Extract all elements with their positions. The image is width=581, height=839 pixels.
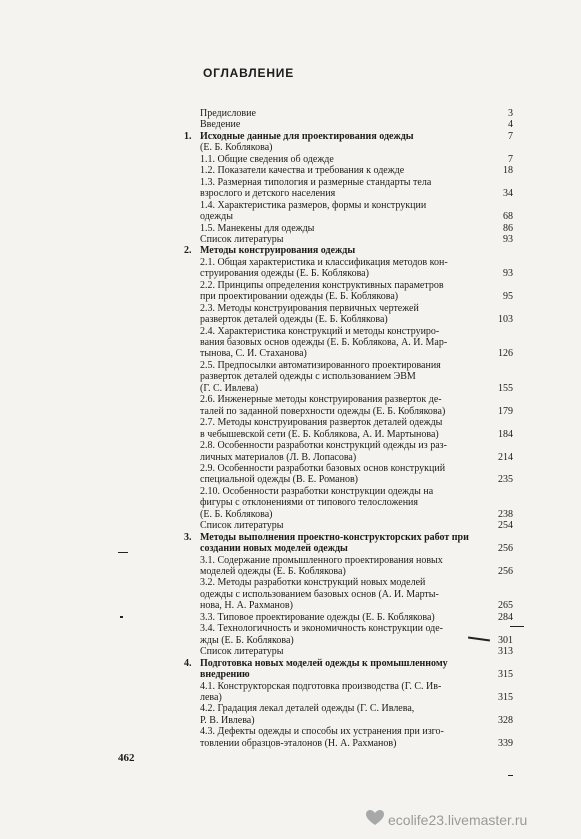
- toc-page-number: 93: [503, 268, 513, 280]
- toc-row: [0, 245, 581, 257]
- toc-entry-text: Р. В. Ивлева): [200, 714, 255, 726]
- toc-row: [0, 371, 581, 383]
- chapter-number: 4.: [184, 657, 192, 669]
- toc-page-number: 4: [508, 119, 513, 131]
- toc-row: [0, 681, 581, 693]
- toc-entry-text: 2.3. Методы конструирования первичных чертежей: [200, 302, 419, 314]
- toc-page-number: 254: [498, 520, 513, 532]
- toc-row: [0, 348, 581, 360]
- toc-entry-text: Список литературы: [200, 233, 284, 245]
- toc-page-number: 103: [498, 314, 513, 326]
- toc-row: [0, 440, 581, 452]
- toc-entry-text: 4.3. Дефекты одежды и способы их устранения при изго-: [200, 726, 444, 738]
- toc-row: [0, 715, 581, 727]
- toc-entry-text: внедрению: [200, 669, 250, 681]
- toc-page-number: 214: [498, 451, 513, 463]
- toc-entry-text: 1.3. Размерная типология и размерные стандарты тела: [200, 176, 432, 188]
- heart-icon: [365, 808, 385, 828]
- toc-row: [0, 234, 581, 246]
- toc-entry-text: 3.1. Содержание промышленного проектирования новых: [200, 554, 443, 566]
- toc-page-number: 284: [498, 611, 513, 623]
- toc-entry-text: в чебышевской сети (Е. Б. Коблякова, А. И. Мартынова): [200, 428, 439, 440]
- toc-entry-text: Список литературы: [200, 646, 284, 658]
- scan-mark: [510, 626, 524, 627]
- toc-entry-text: 2.4. Характеристика конструкций и методы конструиро-: [200, 325, 440, 337]
- toc-row: [0, 669, 581, 681]
- toc-entry-text: жды (Е. Б. Коблякова): [200, 634, 294, 646]
- toc-row: [0, 200, 581, 212]
- toc-entry-text: (Е. Б. Коблякова): [200, 508, 273, 520]
- toc-row: [0, 360, 581, 372]
- toc-entry-text: моделей одежды (Е. Б. Коблякова): [200, 566, 346, 577]
- chapter-number: 1.: [184, 130, 192, 142]
- toc-entry-text: 1.5. Манекены для одежды: [200, 222, 315, 234]
- toc-page-number: 68: [503, 211, 513, 223]
- toc-entry-text: одежды с использованием базовых основ (А. И. Марты-: [200, 588, 439, 600]
- toc-row: [0, 726, 581, 738]
- toc-row: [0, 589, 581, 601]
- toc-entry-text: Методы конструирования одежды: [200, 245, 356, 257]
- toc-row: [0, 326, 581, 338]
- toc-row: [0, 703, 581, 715]
- toc-row: [0, 165, 581, 177]
- toc-row: [0, 257, 581, 269]
- toc-row: [0, 119, 581, 131]
- toc-entry-text: 1.4. Характеристика размеров, формы и конструкции: [200, 199, 427, 211]
- toc-page-number: 256: [498, 566, 513, 577]
- toc-row: [0, 646, 581, 658]
- toc-page-number: 256: [498, 543, 513, 555]
- scan-mark: [118, 552, 128, 553]
- toc-row: [0, 692, 581, 704]
- toc-row: [0, 211, 581, 223]
- toc-entry-text: Введение: [200, 119, 241, 131]
- toc-row: [0, 406, 581, 418]
- scan-mark: [120, 616, 123, 618]
- toc-entry-text: 1.2. Показатели качества и требования к одежде: [200, 165, 405, 177]
- toc-row: [0, 497, 581, 509]
- toc-entry-text: фигуры с отклонениями от типового телосложения: [200, 497, 419, 509]
- chapter-number: 3.: [184, 531, 192, 543]
- toc-row: [0, 600, 581, 612]
- toc-row: [0, 223, 581, 235]
- toc-page-number: 93: [503, 233, 513, 245]
- toc-entry-text: Методы выполнения проектно-конструкторских работ при: [200, 531, 469, 543]
- toc-page-number: 235: [498, 474, 513, 486]
- toc-entry-text: тынова, С. И. Стаханова): [200, 348, 307, 360]
- toc-page-number: 3: [508, 108, 513, 119]
- toc-row: [0, 417, 581, 429]
- toc-page-number: 155: [498, 382, 513, 394]
- toc-entry-text: 2.9. Особенности разработки базовых основ конструкций: [200, 462, 446, 474]
- toc-entry-text: Исходные данные для проектирования одежды: [200, 130, 414, 142]
- toc-page-number: 315: [498, 669, 513, 681]
- toc-entry-text: талей по заданной поверхности одежды (Е. Б. Коблякова): [200, 405, 446, 417]
- toc-row: [0, 474, 581, 486]
- toc-page-number: 184: [498, 428, 513, 440]
- toc-entry-text: 2.10. Особенности разработки конструкции одежды на: [200, 485, 434, 497]
- toc-entry-text: вания базовых основ одежды (Е. Б. Коблякова, А. И. Мар-: [200, 337, 448, 348]
- toc-row: [0, 532, 581, 544]
- toc-entry-text: одежды: [200, 211, 233, 223]
- toc-entry-text: 4.1. Конструкторская подготовка производства (Г. С. Ив-: [200, 680, 442, 692]
- toc-entry-text: 4.2. Градация лекал деталей одежды (Г. С. Ивлева,: [200, 703, 415, 715]
- toc-page-number: 339: [498, 737, 513, 749]
- toc-entry-text: товлении образцов-эталонов (Н. А. Рахманов): [200, 737, 397, 749]
- toc-row: [0, 280, 581, 292]
- toc-entry-text: взрослого и детского населения: [200, 188, 336, 200]
- toc-entry-text: 2.7. Методы конструирования разверток деталей одежды: [200, 417, 443, 429]
- toc-row: [0, 314, 581, 326]
- toc-entry-text: 2.1. Общая характеристика и классификация методов кон-: [200, 256, 448, 268]
- toc-page-number: 34: [503, 188, 513, 200]
- toc-page-number: 86: [503, 222, 513, 234]
- toc-page-number: 7: [508, 153, 513, 165]
- toc-entry-text: лева): [200, 691, 222, 703]
- toc-entry-text: 3.3. Типовое проектирование одежды (Е. Б. Коблякова): [200, 611, 435, 623]
- toc-page-number: 313: [498, 646, 513, 658]
- toc-entry-text: (Г. С. Ивлева): [200, 382, 259, 394]
- toc-row: [0, 577, 581, 589]
- toc-row: [0, 543, 581, 555]
- toc-entry-text: разверток деталей одежды (Е. Б. Коблякова): [200, 314, 388, 326]
- toc-page-number: 238: [498, 508, 513, 520]
- toc-row: [0, 520, 581, 532]
- toc-row: [0, 337, 581, 349]
- toc-row: [0, 509, 581, 521]
- toc-row: [0, 463, 581, 475]
- toc-entry-text: струирования одежды (Е. Б. Коблякова): [200, 268, 369, 280]
- toc-page-number: 328: [498, 714, 513, 726]
- toc-page-number: 18: [503, 165, 513, 177]
- toc-entry-text: при проектировании одежды (Е. Б. Коблякова): [200, 291, 399, 303]
- toc-row: [0, 623, 581, 635]
- toc-entry-text: Список литературы: [200, 520, 284, 532]
- toc-entry-text: 2.8. Особенности разработки конструкций одежды из раз-: [200, 440, 447, 452]
- toc-row: [0, 612, 581, 624]
- watermark-url: ecolife23.livemaster.ru: [388, 812, 528, 828]
- toc-row: [0, 303, 581, 315]
- toc-entry-text: Предисловие: [200, 108, 256, 119]
- toc-row: [0, 555, 581, 567]
- toc-title: ОГЛАВЛЕНИЕ: [203, 66, 295, 80]
- toc-row: [0, 108, 581, 120]
- toc-entry-text: 2.5. Предпосылки автоматизированного проектирования: [200, 359, 441, 371]
- toc-row: [0, 291, 581, 303]
- toc-row: [0, 566, 581, 578]
- toc-row: [0, 429, 581, 441]
- toc-entry-text: 3.4. Технологичность и экономичность конструкции оде-: [200, 623, 444, 635]
- page-number: 462: [118, 752, 135, 764]
- toc-entry-text: специальной одежды (В. Е. Романов): [200, 474, 358, 486]
- toc-entry-text: разверток деталей одежды с использованием ЭВМ: [200, 371, 416, 383]
- toc-row: [0, 154, 581, 166]
- toc-row: [0, 738, 581, 750]
- toc-page-number: 301: [498, 634, 513, 646]
- toc-row: [0, 177, 581, 189]
- scan-mark: [508, 775, 513, 776]
- toc-entry-text: нова, Н. А. Рахманов): [200, 600, 293, 612]
- toc-page-number: 126: [498, 348, 513, 360]
- toc-row: [0, 188, 581, 200]
- toc-page-number: 7: [508, 130, 513, 142]
- toc-row: [0, 268, 581, 280]
- chapter-number: 2.: [184, 245, 192, 257]
- toc-entry-text: Подготовка новых моделей одежды к промышленному: [200, 657, 448, 669]
- toc-entry-text: 1.1. Общие сведения об одежде: [200, 153, 334, 165]
- toc-entry-text: 2.2. Принципы определения конструктивных параметров: [200, 279, 444, 291]
- toc-entry-text: создании новых моделей одежды: [200, 543, 348, 555]
- toc-page-number: 95: [503, 291, 513, 303]
- toc-entry-text: (Е. Б. Коблякова): [200, 142, 273, 154]
- toc-entry-text: 3.2. Методы разработки конструкций новых моделей: [200, 577, 426, 589]
- toc-page-number: 179: [498, 405, 513, 417]
- toc-entry-text: личных материалов (Л. В. Лопасова): [200, 451, 357, 463]
- toc-row: [0, 658, 581, 670]
- toc-row: [0, 394, 581, 406]
- toc-row: [0, 142, 581, 154]
- toc-row: [0, 452, 581, 464]
- toc-page-number: 315: [498, 691, 513, 703]
- toc-page-number: 265: [498, 600, 513, 612]
- toc-row: [0, 131, 581, 143]
- toc-row: [0, 635, 581, 647]
- toc-row: [0, 383, 581, 395]
- toc-entry-text: 2.6. Инженерные методы конструирования разверток де-: [200, 394, 442, 406]
- toc-row: [0, 486, 581, 498]
